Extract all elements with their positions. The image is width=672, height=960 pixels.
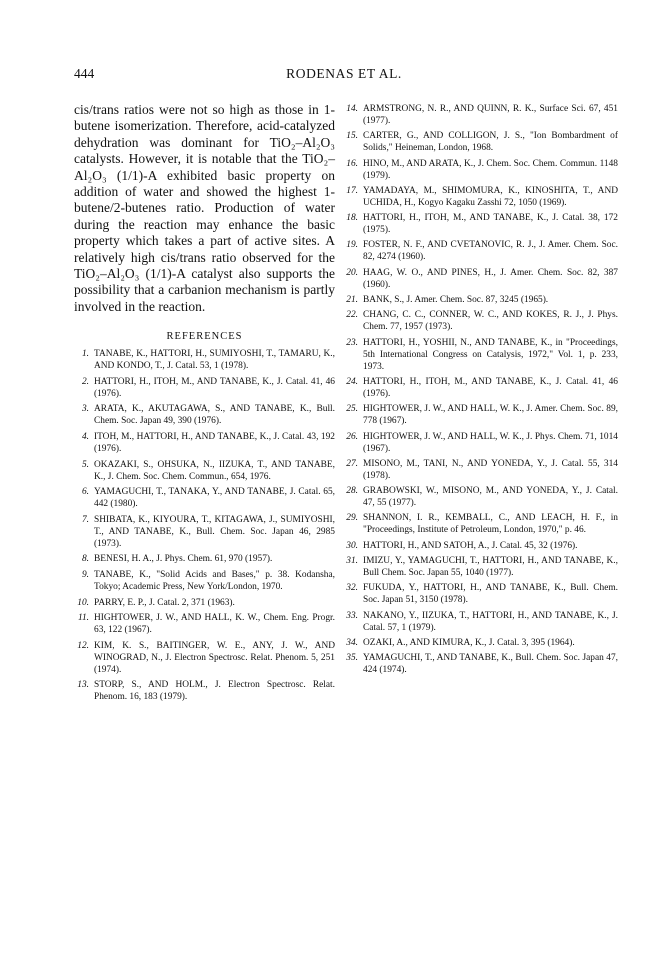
reference-text: YAMADAYA, M., SHIMOMURA, K., KINOSHITA, T., AND UCHIDA, H., Kogyo Kagaku Zasshi 72, 1050 (1969). [363, 185, 618, 208]
page-header [74, 66, 614, 86]
reference-number: 28. [346, 486, 358, 497]
reference-text: BANK, S., J. Amer. Chem. Soc. 87, 3245 (1965). [363, 295, 549, 306]
reference-text: CARTER, G., AND COLLIGON, J. S., "Ion Bombardment of Solids," Heineman, London, 1968. [363, 131, 618, 154]
reference-text: HATTORI, H., YOSHII, N., AND TANABE, K., in "Proceedings, 5th International Congress on Catalysis, 1972," Vol. 1, p. 233, 1973. [363, 337, 618, 372]
reference-number: 2. [81, 376, 89, 387]
reference-item [74, 486, 335, 510]
reference-item [343, 103, 618, 127]
reference-item [343, 158, 618, 182]
reference-number: 21. [346, 295, 358, 306]
reference-number: 9. [81, 570, 89, 581]
reference-number: 15. [346, 131, 358, 142]
reference-text: OKAZAKI, S., OHSUKA, N., IIZUKA, T., AND TANABE, K., J. Chem. Soc. Chem. Commun., 654, 1976. [94, 459, 335, 482]
reference-text: FUKUDA, Y., HATTORI, H., AND TANABE, K., Bull. Chem. Soc. Japan 51, 3150 (1978). [363, 583, 618, 606]
reference-item [74, 376, 335, 400]
reference-item [343, 403, 618, 427]
reference-item [74, 403, 335, 427]
reference-number: 16. [346, 158, 358, 169]
reference-number: 24. [346, 376, 358, 387]
reference-text: IMIZU, Y., YAMAGUCHI, T., HATTORI, H., AND TANABE, K., Bull Chem. Soc. Japan 55, 1040 (1977). [363, 556, 618, 579]
reference-text: HATTORI, H., ITOH, M., AND TANABE, K., J. Catal. 41, 46 (1976). [363, 376, 618, 399]
reference-item [74, 553, 335, 565]
reference-text: NAKANO, Y., IIZUKA, T., HATTORI, H., AND TANABE, K., J. Catal. 57, 1 (1979). [363, 610, 618, 633]
reference-text: TANABE, K., HATTORI, H., SUMIYOSHI, T., TAMARU, K., AND KONDO, T., J. Catal. 53, 1 (1978). [94, 349, 335, 372]
running-head: RODENAS ET AL. [286, 66, 402, 81]
reference-item [343, 555, 618, 579]
reference-number: 22. [346, 310, 358, 321]
reference-number: 33. [346, 610, 358, 621]
page-number: 444 [74, 66, 95, 81]
reference-number: 26. [346, 431, 358, 442]
reference-item [343, 212, 618, 236]
reference-item [343, 239, 618, 263]
reference-number: 6. [81, 487, 89, 498]
reference-item [74, 679, 335, 703]
reference-text: FOSTER, N. F., AND CVETANOVIC, R. J., J. Amer. Chem. Soc. 82, 4274 (1960). [363, 240, 618, 263]
reference-text: SHANNON, I. R., KEMBALL, C., AND LEACH, H. F., in "Proceedings, Institute of Petroleum, London, 1970," p. 46. [363, 513, 618, 536]
reference-item [343, 485, 618, 509]
reference-number: 7. [81, 514, 89, 525]
references-heading: REFERENCES [166, 331, 243, 343]
reference-text: HATTORI, H., AND SATOH, A., J. Catal. 45, 32 (1976). [363, 540, 578, 551]
reference-item [343, 130, 618, 154]
reference-item [343, 185, 618, 209]
reference-item [343, 512, 618, 536]
reference-item [343, 610, 618, 634]
reference-text: GRABOWSKI, W., MISONO, M., AND YONEDA, Y., J. Catal. 47, 55 (1977). [363, 486, 618, 509]
reference-item [343, 294, 618, 306]
reference-item [343, 376, 618, 400]
references-list-right [343, 103, 618, 676]
reference-number: 14. [346, 104, 358, 114]
reference-item [74, 640, 335, 676]
reference-number: 30. [346, 540, 358, 551]
reference-text: CHANG, C. C., CONNER, W. C., AND KOKES, R. J., J. Phys. Chem. 77, 1957 (1973). [363, 310, 618, 333]
reference-text: HATTORI, H., ITOH, M., AND TANABE, K., J. Catal. 41, 46 (1976). [94, 376, 335, 399]
reference-text: HIGHTOWER, J. W., AND HALL, K. W., Chem. Eng. Progr. 63, 122 (1967). [94, 613, 335, 636]
reference-text: OZAKI, A., AND KIMURA, K., J. Catal. 3, 395 (1964). [363, 637, 575, 648]
reference-text: SHIBATA, K., KIYOURA, T., KITAGAWA, J., SUMIYOSHI, T., AND TANABE, K., Bull. Chem. Soc. Japan 46, 2985 (1973). [94, 514, 335, 549]
reference-text: STORP, S., AND HOLM., J. Electron Spectrosc. Relat. Phenom. 16, 183 (1979). [94, 680, 335, 703]
reference-number: 25. [346, 404, 358, 415]
reference-item [74, 597, 335, 609]
reference-text: PARRY, E. P., J. Catal. 2, 371 (1963). [94, 597, 235, 608]
reference-number: 10. [77, 597, 89, 608]
reference-number: 13. [77, 680, 89, 691]
reference-number: 11. [77, 613, 89, 624]
reference-item [74, 431, 335, 455]
reference-item [343, 458, 618, 482]
reference-number: 29. [346, 513, 358, 524]
reference-item [74, 459, 335, 483]
reference-item [343, 540, 618, 552]
reference-item [343, 309, 618, 333]
left-column [74, 102, 335, 707]
reference-item [343, 337, 618, 373]
reference-text: BENESI, H. A., J. Phys. Chem. 61, 970 (1957). [94, 554, 273, 565]
reference-text: HATTORI, H., ITOH, M., AND TANABE, K., J. Catal. 38, 172 (1975). [363, 213, 618, 236]
reference-item [74, 514, 335, 550]
reference-item [343, 267, 618, 291]
reference-text: ARMSTRONG, N. R., AND QUINN, R. K., Surface Sci. 67, 451 (1977). [363, 104, 618, 126]
reference-item [74, 612, 335, 636]
reference-text: HINO, M., AND ARATA, K., J. Chem. Soc. Chem. Commun. 1148 (1979). [363, 158, 618, 181]
reference-text: HIGHTOWER, J. W., AND HALL, W. K., J. Amer. Chem. Soc. 89, 778 (1967). [363, 404, 618, 427]
reference-number: 23. [346, 337, 358, 348]
reference-text: HAAG, W. O., AND PINES, H., J. Amer. Chem. Soc. 82, 387 (1960). [363, 267, 618, 290]
reference-number: 32. [346, 583, 358, 594]
reference-item [74, 569, 335, 593]
reference-item [343, 582, 618, 606]
reference-item [343, 652, 618, 676]
reference-number: 27. [346, 458, 358, 469]
right-column [343, 103, 618, 680]
reference-number: 18. [346, 213, 358, 224]
reference-item [343, 637, 618, 649]
reference-number: 35. [346, 653, 358, 664]
reference-text: YAMAGUCHI, T., TANAKA, Y., AND TANABE, J. Catal. 65, 442 (1980). [94, 487, 335, 510]
reference-number: 34. [346, 637, 358, 648]
reference-text: KIM, K. S., BAITINGER, W. E., ANY, J. W., AND WINOGRAD, N., J. Electron Spectrosc. Relat. Phenom. 5, 251 (1974). [94, 640, 335, 675]
reference-number: 17. [346, 185, 358, 196]
reference-number: 8. [81, 554, 89, 565]
reference-number: 19. [346, 240, 358, 251]
body-paragraph: cis/trans ratios were not so high as those in 1-butene isomerization. Therefore, acid-catalyzed dehydration was dominant for TiO₂–Al₂O₃ catalysts. However, it is notable that the TiO₂–Al₂O₃ (1/1)-A exhibited basic property on addition of water and showed the highest 1-butene/2-butenes ratio. Production of water during the reaction may enhance the basic property which takes a part of active sites. A relatively high cis/trans ratio observed for the TiO₂–Al₂O₃ (1/1)-A catalyst also supports the possibility that a carbanion mechanism is partly involved in the reaction. [74, 102, 335, 314]
reference-text: ARATA, K., AKUTAGAWA, S., AND TANABE, K., Bull. Chem. Soc. Japan 49, 390 (1976). [94, 404, 335, 427]
reference-text: YAMAGUCHI, T., AND TANABE, K., Bull. Chem. Soc. Japan 47, 424 (1974). [363, 653, 618, 676]
reference-item [343, 431, 618, 455]
reference-number: 3. [81, 404, 89, 415]
reference-text: MISONO, M., TANI, N., AND YONEDA, Y., J. Catal. 55, 314 (1978). [363, 458, 618, 481]
reference-text: HIGHTOWER, J. W., AND HALL, W. K., J. Phys. Chem. 71, 1014 (1967). [363, 431, 618, 454]
reference-number: 1. [81, 349, 89, 360]
reference-text: ITOH, M., HATTORI, H., AND TANABE, K., J. Catal. 43, 192 (1976). [94, 432, 335, 455]
reference-number: 5. [81, 459, 89, 470]
reference-item [74, 348, 335, 372]
references-list-left [74, 348, 335, 703]
reference-number: 12. [77, 640, 89, 651]
reference-number: 20. [346, 267, 358, 278]
reference-number: 31. [346, 556, 358, 567]
reference-text: TANABE, K., "Solid Acids and Bases," p. 38. Kodansha, Tokyo; Academic Press, New York/London, 1970. [94, 570, 335, 593]
reference-number: 4. [81, 432, 89, 443]
